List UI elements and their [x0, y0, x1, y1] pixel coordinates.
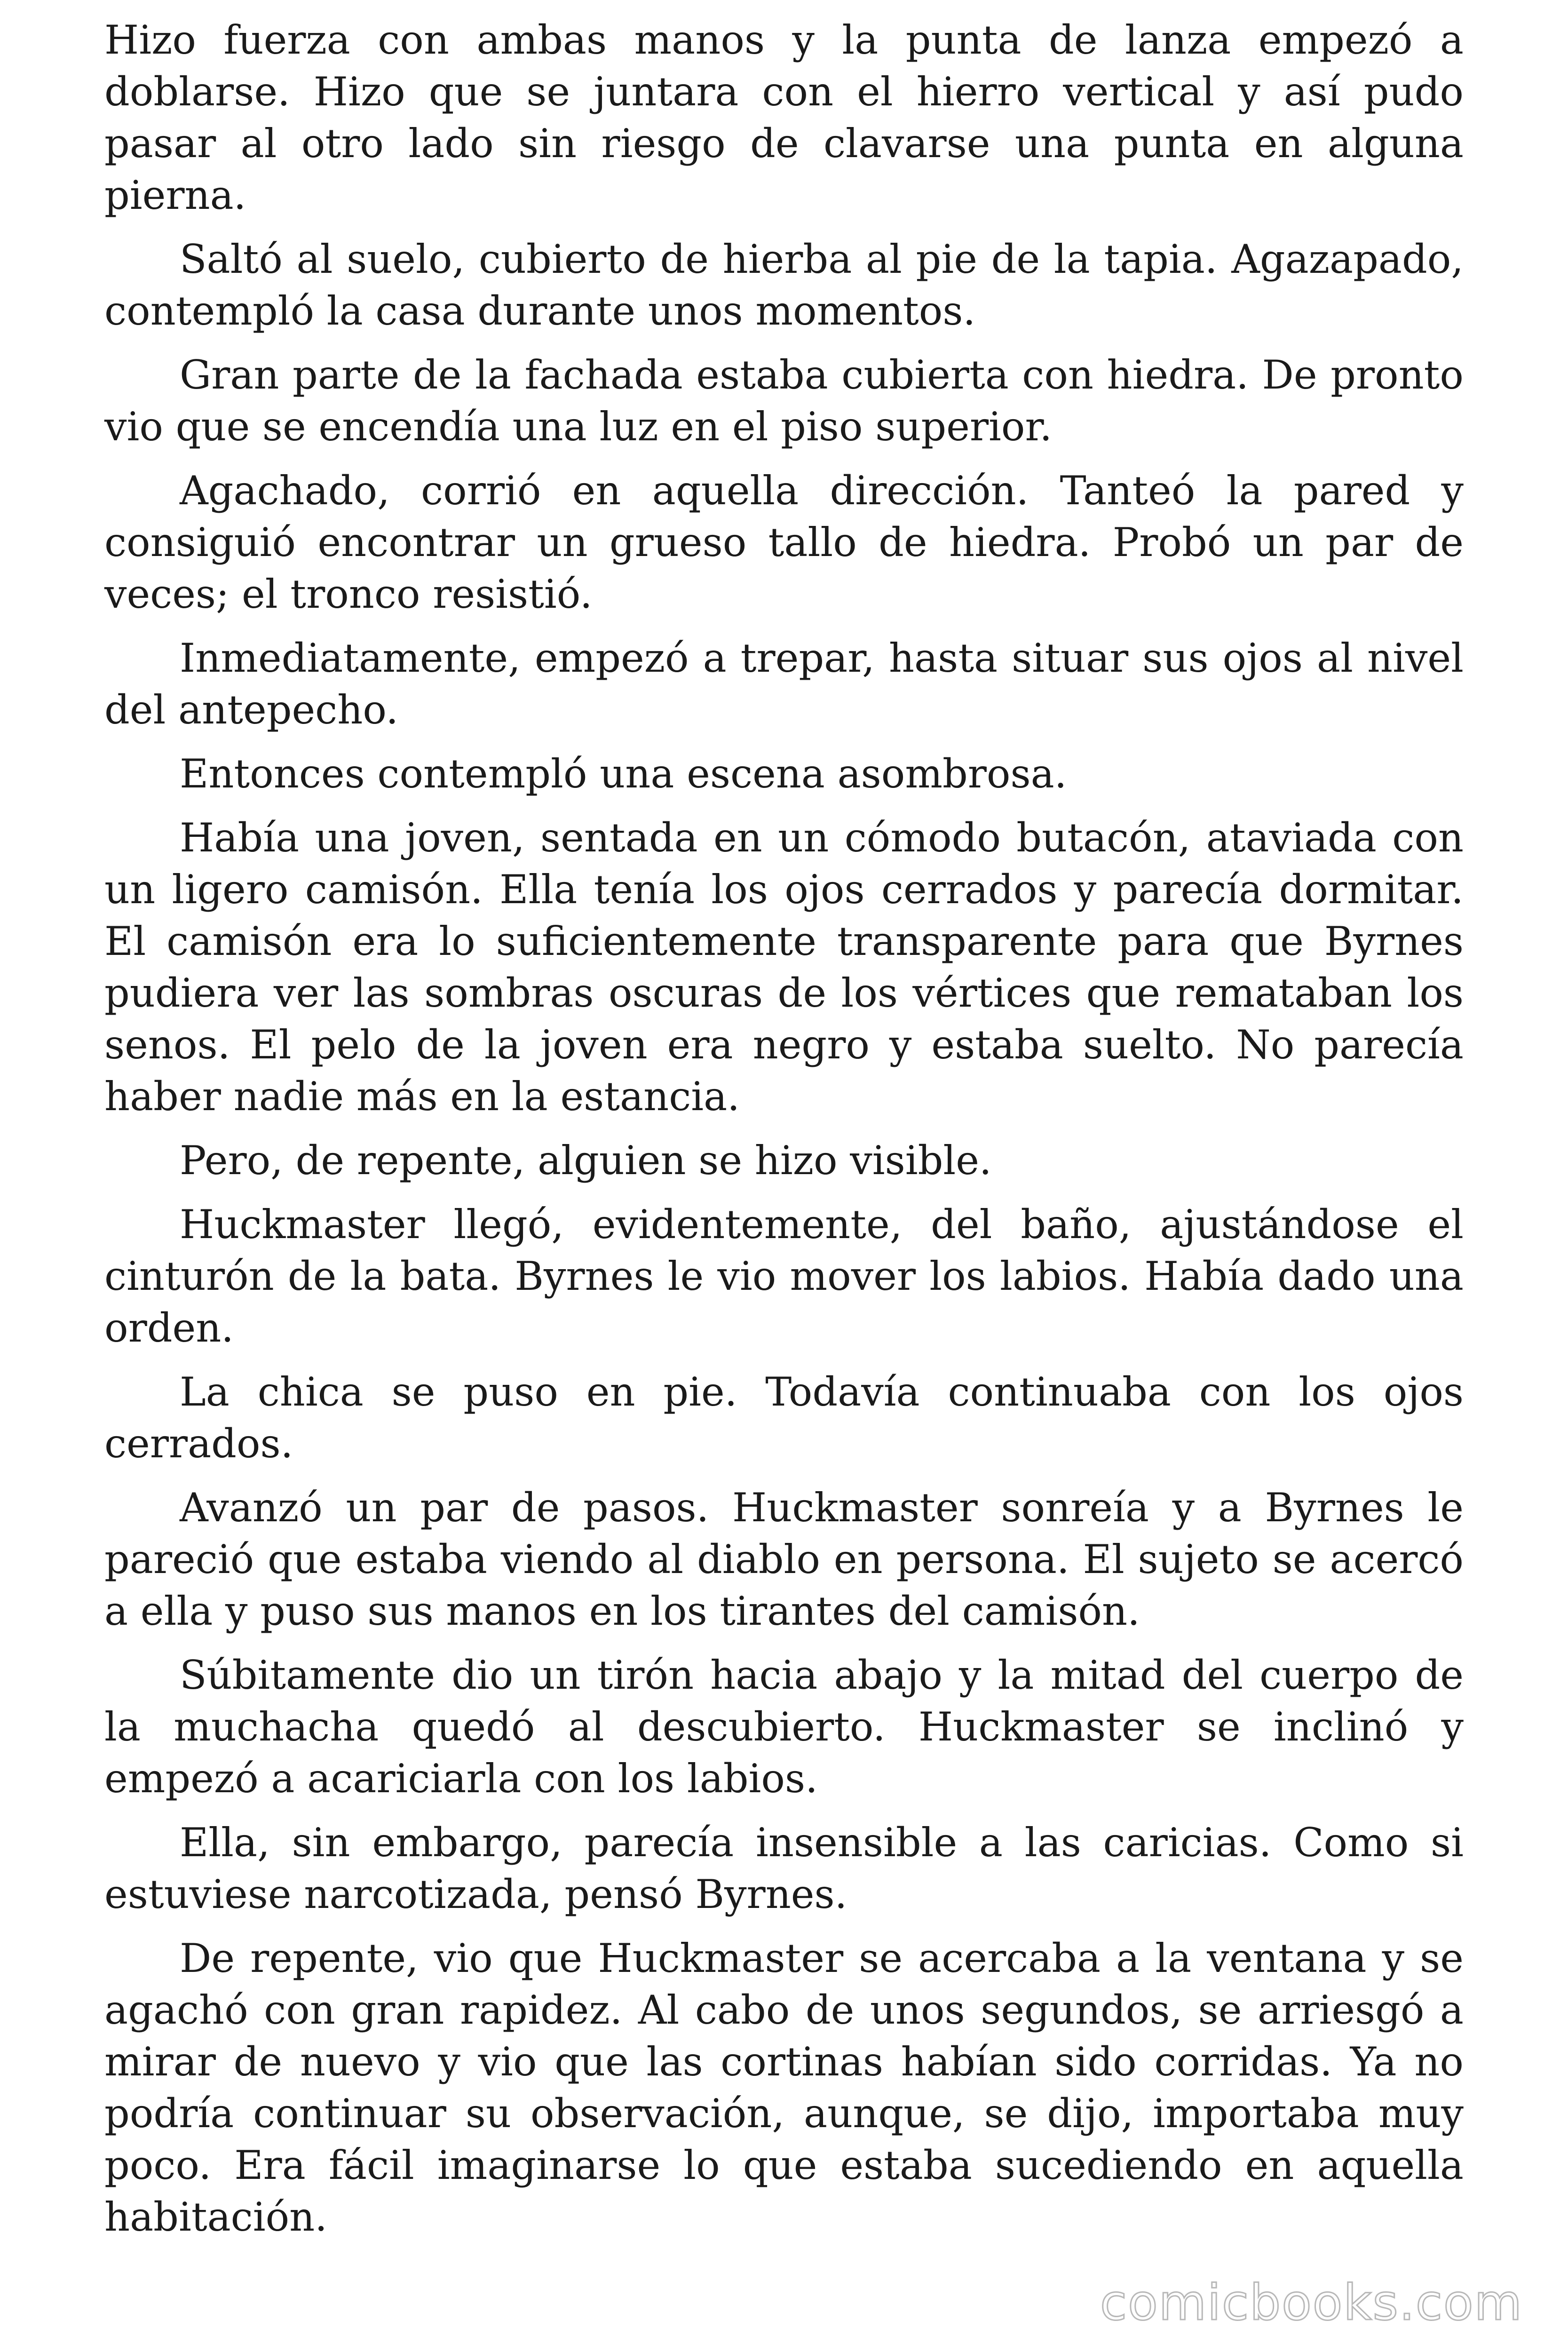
paragraph-8: Pero, de repente, alguien se hizo visible. — [180, 1137, 992, 1184]
paragraph-3: Gran parte de la fachada estaba cubierta con hiedra. De pronto vio que se encendía una luz en el piso superior. — [104, 352, 1464, 450]
paragraph-7: Había una joven, sentada en un cómodo butacón, ataviada con un ligero camisón. Ella tenía los ojos cerrados y parecía dormitar. El camisón era lo suficientemente transparente para que Byrnes pudiera ver las sombras oscuras de los vértices que remataban los senos. El pelo de la joven era negro y estaba suelto. No parecía haber nadie más en la estancia. — [104, 815, 1464, 1120]
paragraph-5: Inmediatamente, empezó a trepar, hasta situar sus ojos al nivel del antepecho. — [104, 635, 1464, 733]
paragraph-6: Entonces contempló una escena asombrosa. — [180, 751, 1067, 797]
paragraph-4: Agachado, corrió en aquella dirección. Tanteó la pared y consiguió encontrar un grueso tallo de hiedra. Probó un par de veces; el tronco resistió. — [104, 468, 1464, 617]
paragraph-2: Saltó al suelo, cubierto de hierba al pie de la tapia. Agazapado, contempló la casa durante unos momentos. — [104, 236, 1464, 334]
paragraph-14: De repente, vio que Huckmaster se acercaba a la ventana y se agachó con gran rapidez. Al cabo de unos segundos, se arriesgó a mirar de nuevo y vio que las cortinas habían sido corridas. Ya no podría continuar su observación, aunque, se dijo, importaba muy poco. Era fácil imaginarse lo que estaba sucediendo en aquella habitación. — [104, 1935, 1464, 2240]
paragraph-10: La chica se puso en pie. Todavía continuaba con los ojos cerrados. — [104, 1369, 1464, 1467]
page-body — [104, 14, 1464, 2255]
watermark: comicbooks.com — [1100, 2274, 1523, 2331]
paragraph-13: Ella, sin embargo, parecía insensible a las caricias. Como si estuviese narcotizada, pensó Byrnes. — [104, 1820, 1464, 1917]
paragraph-1: Hizo fuerza con ambas manos y la punta de lanza empezó a doblarse. Hizo que se juntara con el hierro vertical y así pudo pasar al otro lado sin riesgo de clavarse una punta en alguna pierna. — [104, 17, 1464, 218]
paragraph-12: Súbitamente dio un tirón hacia abajo y la mitad del cuerpo de la muchacha quedó al descubierto. Huckmaster se inclinó y empezó a acariciarla con los labios. — [104, 1652, 1464, 1802]
paragraph-11: Avanzó un par de pasos. Huckmaster sonreía y a Byrnes le pareció que estaba viendo al diablo en persona. El sujeto se acercó a ella y puso sus manos en los tirantes del camisón. — [104, 1485, 1464, 1634]
paragraph-9: Huckmaster llegó, evidentemente, del baño, ajustándose el cinturón de la bata. Byrnes le vio mover los labios. Había dado una orden. — [104, 1201, 1464, 1351]
